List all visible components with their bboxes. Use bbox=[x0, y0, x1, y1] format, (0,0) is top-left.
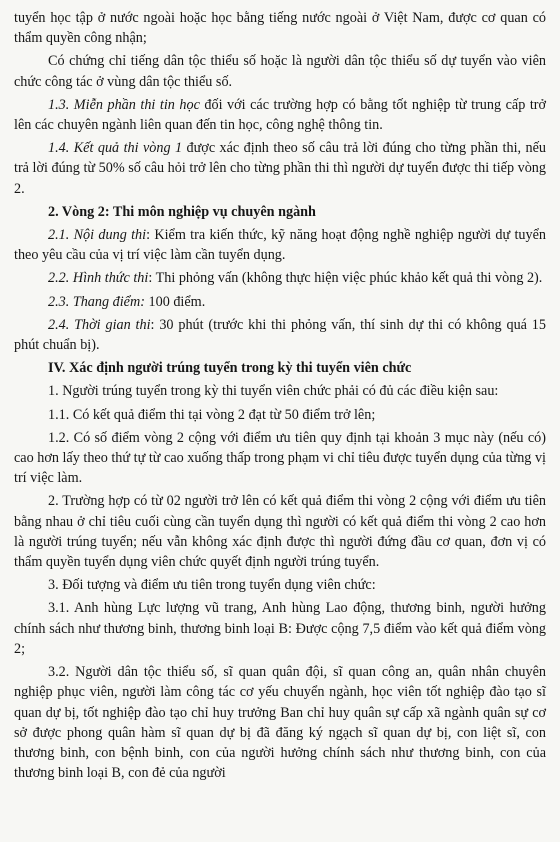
paragraph-iv-3-1: 3.1. Anh hùng Lực lượng vũ trang, Anh hùng Lao động, thương binh, người hưởng chính sách như thương binh, thương binh loại B: Được cộng 7,5 điểm vào kết quả điểm vòng 2; bbox=[14, 600, 546, 657]
paragraph-2-4 bbox=[14, 315, 546, 355]
paragraph-1-3-body: đối với các trường hợp có bằng tốt nghiệp từ trung cấp trở lên các chuyên ngành liên quan đến tin học, công nghệ thông tin. bbox=[14, 96, 546, 134]
paragraph-2-1-body: : Kiểm tra kiến thức, kỹ năng hoạt động nghề nghiệp người dự tuyển theo yêu cầu của vị trí việc làm cần tuyển dụng. bbox=[14, 227, 546, 264]
paragraph-ethnic-certificate: Có chứng chỉ tiếng dân tộc thiểu số hoặc là người dân tộc thiểu số dự tuyển vào viên chức công tác ở vùng dân tộc thiểu số. bbox=[14, 53, 546, 90]
paragraph-2-1 bbox=[14, 225, 546, 265]
paragraph-2-3-body: 100 điểm. bbox=[144, 293, 206, 310]
paragraph-iv-1-2: 1.2. Có số điểm vòng 2 cộng với điểm ưu tiên quy định tại khoản 3 mục này (nếu có) cao hơn lấy theo thứ tự từ cao xuống thấp trong phạm vi chỉ tiêu được tuyển dụng của từng vị trí việc làm. bbox=[14, 429, 546, 487]
section-heading-round-2: 2. Vòng 2: Thi môn nghiệp vụ chuyên ngành bbox=[48, 203, 316, 220]
subheading-2-2: 2.2. Hình thức thi bbox=[48, 270, 149, 287]
paragraph-2-3 bbox=[14, 292, 546, 312]
subheading-2-3: 2.3. Thang điểm: bbox=[48, 293, 145, 310]
subheading-1-3: 1.3. Miễn phần thi tin học bbox=[48, 96, 200, 113]
paragraph-2-2-body: : Thi phỏng vấn (không thực hiện việc phúc khảo kết quả thi vòng 2). bbox=[148, 270, 543, 287]
paragraph-iv-2: 2. Trường hợp có từ 02 người trở lên có kết quả điểm thi vòng 2 cộng với điểm ưu tiên bằng nhau ở chỉ tiêu cuối cùng cần tuyển dụng thì người có kết quả điểm thi vòng 2 cao hơn là người trúng tuyển; nếu vẫn không xác định được thì người đứng đầu cơ quan, đơn vị có thẩm quyền tuyển dụng viên chức quyết định người trúng tuyển. bbox=[14, 493, 546, 571]
paragraph-iv-3-2: 3.2. Người dân tộc thiểu số, sĩ quan quân đội, sĩ quan công an, quân nhân chuyên nghiệp phục viên, người làm công tác cơ yếu chuyển ngành, học viên tốt nghiệp đào tạo sĩ quan dự bị, tốt nghiệp đào tạo chỉ huy trưởng Ban chỉ huy quân sự cấp xã ngành quân sự cơ sở được phong quân hàm sĩ quan dự bị đã đăng ký ngạch sĩ quan dự bị, con liệt sĩ, con thương binh, con bệnh binh, con của người hưởng chính sách như thương binh, con của thương binh loại B, con đẻ của người bbox=[14, 664, 546, 782]
paragraph-iv-1: 1. Người trúng tuyển trong kỳ thi tuyển viên chức phải có đủ các điều kiện sau: bbox=[48, 383, 499, 400]
paragraph-continuation: tuyển học tập ở nước ngoài hoặc học bằng tiếng nước ngoài ở Việt Nam, được cơ quan có thẩm quyền công nhận; bbox=[14, 10, 546, 47]
paragraph-iv-1-1: 1.1. Có kết quả điểm thi tại vòng 2 đạt từ 50 điểm trở lên; bbox=[48, 406, 376, 423]
subheading-2-1: 2.1. Nội dung thi bbox=[48, 227, 147, 244]
paragraph-2-4-body: : 30 phút (trước khi thi phỏng vấn, thí sinh dự thi có không quá 15 phút chuẩn bị). bbox=[14, 316, 546, 354]
paragraph-iv-3: 3. Đối tượng và điểm ưu tiên trong tuyển dụng viên chức: bbox=[48, 577, 376, 594]
subheading-1-4: 1.4. Kết quả thi vòng 1 bbox=[48, 140, 183, 157]
paragraph-1-4 bbox=[14, 138, 546, 199]
paragraph-2-2 bbox=[14, 268, 546, 288]
subheading-2-4: 2.4. Thời gian thi bbox=[48, 316, 151, 333]
section-heading-iv: IV. Xác định người trúng tuyển trong kỳ thi tuyển viên chức bbox=[48, 360, 412, 377]
paragraph-1-4-body: được xác định theo số câu trả lời đúng cho từng phần thi, nếu trả lời đúng từ 50% số câu hỏi trở lên cho từng phần thi thì người dự tuyển được thi tiếp vòng 2. bbox=[14, 140, 546, 197]
paragraph-1-3 bbox=[14, 95, 546, 135]
